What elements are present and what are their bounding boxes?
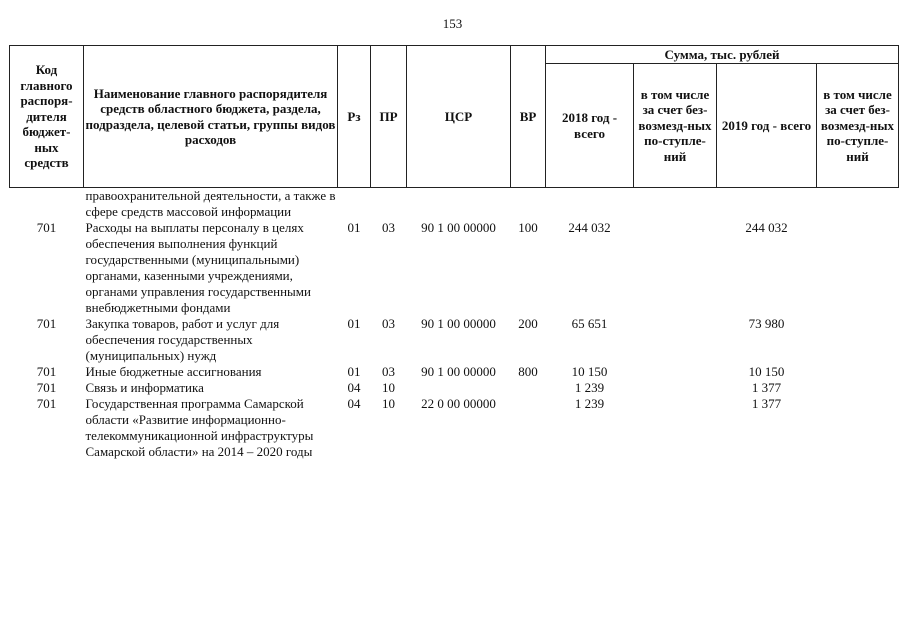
cell-pr: 10 [382,396,395,411]
cell-s2019: 1 377 [751,380,782,395]
cell-pr [371,188,407,221]
cell-rz: 01 [347,220,361,235]
cell-name: Расходы на выплаты персоналу в целях обеспечения выполнения функций государственными (муниципальными) органами, казенными учреждениями, органами управления государственными внебюджетными фондами [85,220,311,315]
cell-g2018 [634,380,717,396]
cell-rz: 01 [347,316,361,331]
header-sum: Сумма, тыс. рублей [546,46,899,64]
cell-pr: 03 [382,364,395,379]
cell-s2019: 244 032 [745,220,788,235]
cell-name: Иные бюджетные ассигнования [85,364,262,379]
header-2019-grants: в том числе за счет без-возмезд-ных по-ступле-ний [817,64,899,188]
table-row [10,396,899,460]
cell-g2018 [634,188,717,221]
cell-csr [407,188,511,221]
budget-table [9,45,899,460]
cell-code [10,188,84,221]
cell-pr: 10 [382,380,395,395]
cell-s2019: 1 377 [751,396,782,411]
cell-s2019: 10 150 [748,364,785,379]
cell-csr: 90 1 00 00000 [421,316,496,331]
table-body [10,188,899,461]
cell-pr: 03 [382,220,395,235]
table-row [10,220,899,316]
header-2018-total: 2018 год - всего [546,64,634,188]
header-2018-grants: в том числе за счет без-возмезд-ных по-ступле-ний [634,64,717,188]
cell-pr: 03 [382,316,395,331]
cell-g2019 [817,364,899,380]
header-vr: ВР [511,46,546,188]
cell-code: 701 [36,316,57,331]
cell-g2019 [817,396,899,460]
cell-csr: 22 0 00 00000 [421,396,496,411]
table-row [10,316,899,364]
cell-s2018: 65 651 [571,316,608,331]
header-2019-total: 2019 год - всего [717,64,817,188]
header-pr: ПР [371,46,407,188]
table-row [10,188,899,221]
cell-rz: 04 [347,380,361,395]
cell-rz [338,188,371,221]
cell-name: Связь и информатика [85,380,204,395]
table-header [10,46,899,188]
cell-g2019 [817,220,899,316]
cell-csr: 90 1 00 00000 [421,364,496,379]
cell-vr [511,380,546,396]
cell-name: правоохранительной деятельности, а также в сфере средств массовой информации [85,188,336,219]
cell-code: 701 [36,380,57,395]
cell-name: Закупка товаров, работ и услуг для обеспечения государственных (муниципальных) нужд [85,316,280,363]
cell-g2018 [634,220,717,316]
cell-s2018 [546,188,634,221]
cell-code: 701 [36,396,57,411]
cell-g2018 [634,316,717,364]
cell-code: 701 [36,220,57,235]
cell-s2018: 1 239 [574,380,605,395]
cell-rz: 01 [347,364,361,379]
cell-csr: 90 1 00 00000 [421,220,496,235]
cell-s2019 [717,188,817,221]
cell-g2018 [634,364,717,380]
header-csr: ЦСР [407,46,511,188]
cell-s2019: 73 980 [748,316,785,331]
cell-s2018: 244 032 [568,220,611,235]
cell-s2018: 1 239 [574,396,605,411]
cell-g2019 [817,188,899,221]
page-number: 153 [442,16,463,31]
cell-rz: 04 [347,396,361,411]
cell-vr [511,188,546,221]
cell-vr: 800 [518,364,538,379]
header-name: Наименование главного распорядителя средств областного бюджета, раздела, подраздела, целевой статьи, группы видов расходов [84,46,338,188]
cell-s2018: 10 150 [571,364,608,379]
cell-g2018 [634,396,717,460]
header-rz: Рз [338,46,371,188]
cell-vr: 100 [518,220,538,235]
cell-code: 701 [36,364,57,379]
cell-csr [407,380,511,396]
table-row [10,380,899,396]
cell-vr [511,396,546,460]
cell-g2019 [817,316,899,364]
table-row [10,364,899,380]
header-code: Код главного распоря-дителя бюджет-ных средств [10,46,84,188]
cell-name: Государственная программа Самарской области «Развитие информационно-телекоммуникационной инфраструктуры Самарской области» на 2014 – 2020 годы [85,396,314,459]
cell-vr: 200 [518,316,538,331]
cell-g2019 [817,380,899,396]
